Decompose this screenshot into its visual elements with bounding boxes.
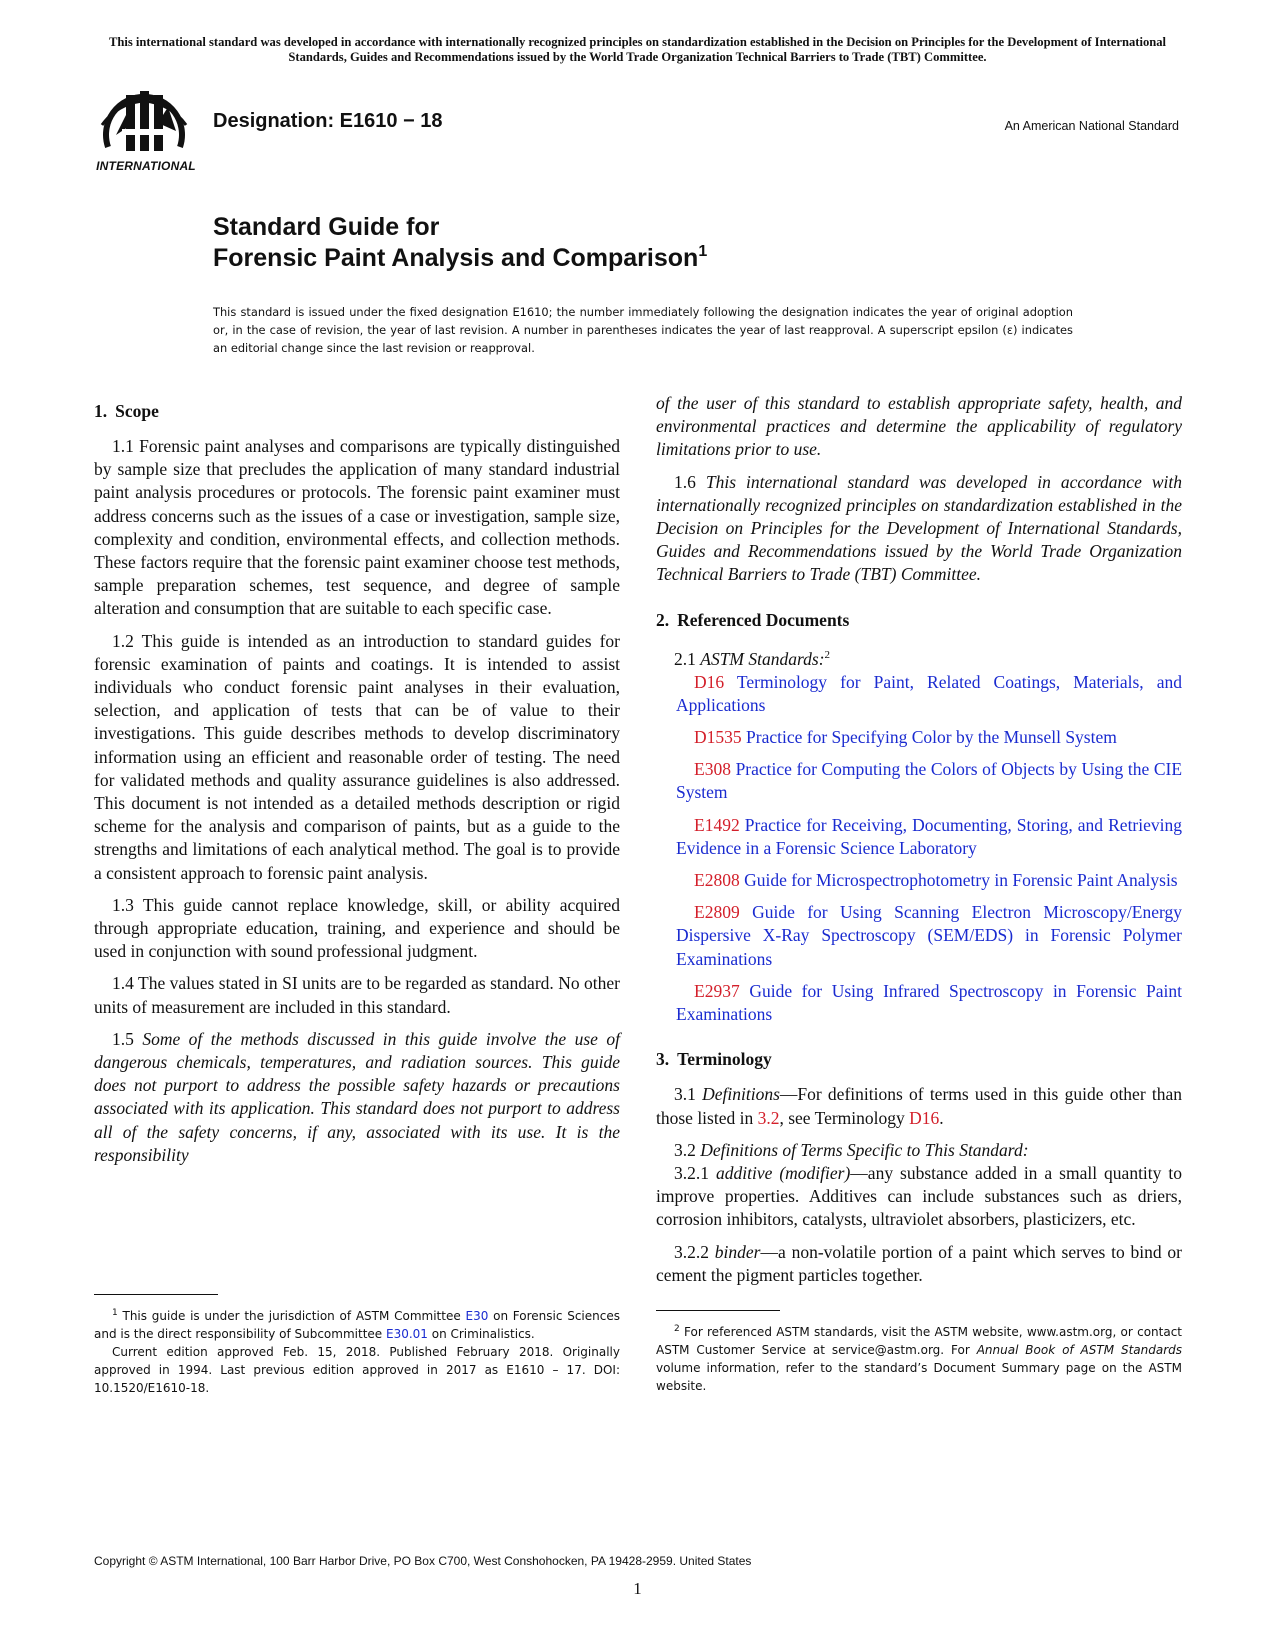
reference-item[interactable] (656, 758, 1182, 804)
references-number: 2. (656, 609, 670, 630)
definition-text: , see Terminology (779, 1107, 910, 1128)
reference-title[interactable]: Practice for Specifying Color by the Munsell System (746, 727, 1117, 748)
terminology-number: 3. (656, 1049, 670, 1070)
title-footnote-mark: 1 (698, 243, 708, 260)
definition-text: . (939, 1107, 944, 1128)
footnote-1-edition: Current edition approved Feb. 15, 2018. Published February 2018. Originally approved in 1994. Last previous edition approved in 2017 as E1610 – 17. DOI: 10.1520/E1610-18. (94, 1345, 620, 1395)
para-number: 3.1 (674, 1084, 696, 1105)
scope-para-1-5-cont: of the user of this standard to establish appropriate safety, health, and environmental practices and determine the applicability of regulatory limitations prior to use. (656, 393, 1182, 460)
references-title: Referenced Documents (677, 609, 850, 630)
page-number: 1 (633, 1579, 642, 1598)
footnote-mark: 2 (824, 648, 831, 661)
footnote-2-text (656, 1320, 1182, 1395)
reference-list (656, 671, 1182, 1027)
title-line-1: Standard Guide for (213, 213, 440, 241)
reference-item[interactable] (656, 726, 1182, 749)
astm-logo (88, 85, 200, 177)
para-number: 2.1 (674, 648, 696, 669)
reference-title[interactable]: Guide for Microspectrophotometry in Forensic Paint Analysis (744, 870, 1178, 891)
reference-item[interactable] (656, 869, 1182, 892)
scope-para-1-5 (94, 1028, 620, 1167)
tbt-notice: This international standard was developed in accordance with internationally recognized principles on standardization established in the Decision on Principles for the Development of International Standards, Guides and Recommendations issued by the World Trade Organization Technical Barriers to Trade (TBT) Committee. (108, 35, 1167, 64)
footnote-text: on Criminalistics. (427, 1327, 535, 1341)
definition-text: —For definitions of terms used in this guide other than those listed in (656, 1084, 1183, 1128)
subcommittee-link[interactable]: E30.01 (385, 1327, 428, 1341)
tbt-text: This international standard was developed in accordance with internationally recognized principles on standardization established in the Decision on Principles for the Development of International Standards, Guides and Recommendations issued by the World Trade Organization Technical Barriers to Trade (TBT) Committee. (656, 471, 1183, 585)
reference-item[interactable] (656, 671, 1182, 717)
reference-code[interactable]: E2937 (694, 980, 740, 1001)
scope-para-1-2: 1.2 This guide is intended as an introduction to standard guides for forensic examination of paints and coatings. It is intended to assist individuals who conduct forensic paint analyses in their evaluation, selection, and application of tests that can be of value to their investigations. This guide describes methods to develop discriminatory information using an efficient and reasonable order of testing. The need for validated methods and quality assurance guidelines is also addressed. This document is not intended as a detailed methods description or rigid scheme for the analysis and comparison of paints, but as a guide to the strengths and limitations of each analytical method. The goal is to provide a consistent approach to forensic paint analysis. (94, 630, 620, 883)
references-heading (656, 609, 1182, 632)
terminology-title: Terminology (677, 1049, 772, 1070)
reference-item[interactable] (656, 814, 1182, 860)
scope-title: Scope (115, 401, 159, 421)
para-number: 1.6 (674, 471, 696, 492)
reference-code[interactable]: E1492 (694, 814, 740, 835)
scope-para-1-3: 1.3 This guide cannot replace knowledge, skill, or ability acquired through appropriate education, training, and experience and should be used in conjunction with sound professional judgment. (94, 894, 620, 962)
para-number: 3.2.2 (674, 1241, 709, 1262)
footnote-text: This guide is under the jurisdiction of ASTM Committee (117, 1309, 466, 1323)
issued-note: This standard is issued under the fixed designation E1610; the number immediately following the designation indicates the year of original adoption or, in the case of revision, the year of last revision. A number in parentheses indicates the year of last reapproval. A superscript epsilon (ε) indicates an editorial change since the last revision or reapproval. (213, 305, 1073, 355)
section-link[interactable]: 3.2 (757, 1107, 780, 1128)
scope-number: 1. (94, 401, 108, 421)
footnote-2 (656, 1320, 1182, 1395)
terminology-heading (656, 1048, 1182, 1071)
reference-code[interactable]: E2808 (694, 870, 740, 891)
term: Definitions (702, 1084, 780, 1105)
para-number: 3.2 (674, 1139, 696, 1160)
logo-wordmark: INTERNATIONAL (96, 159, 196, 173)
reference-item[interactable] (656, 901, 1182, 971)
left-column (94, 400, 620, 1176)
term: additive (modifier) (715, 1162, 851, 1183)
scope-para-1-4: 1.4 The values stated in SI units are to be regarded as standard. No other units of measurement are included in this standard. (94, 973, 620, 1017)
definition-heading: Definitions of Terms Specific to This Standard: (700, 1139, 1029, 1160)
right-column (656, 393, 1183, 1296)
scope-para-1-1: 1.1 Forensic paint analyses and comparisons are typically distinguished by sample size that precludes the application of many standard industrial paint analysis procedures or protocols. The forensic paint examiner must address concerns such as the issues of a case or investigation, sample size, complexity and condition, environmental effects, and collection methods. These factors require that the forensic paint examiner choose test methods, sample preparation schemes, test sequence, and degree of sample alteration and consumption that are suitable to each specific case. (94, 436, 620, 619)
footnote-mark: 2 (674, 1324, 680, 1334)
terminology-para-3-2 (656, 1139, 1182, 1162)
footnote-rule-right (656, 1310, 780, 1311)
footnote-text: on Forensic Sciences and is the direct responsibility of Subcommittee (94, 1309, 620, 1341)
reference-code[interactable]: D1535 (694, 727, 742, 748)
astm-logo-icon (88, 85, 200, 161)
footnote-text: volume information, refer to the standard’s Document Summary page on the ASTM website. (656, 1361, 1182, 1393)
reference-title[interactable]: Practice for Receiving, Documenting, Storing, and Retrieving Evidence in a Forensic Science Laboratory (676, 814, 1183, 858)
footnote-book-title: Annual Book of ASTM Standards (976, 1343, 1183, 1357)
footnote-text: For referenced ASTM standards, visit the ASTM website, www.astm.org, or contact ASTM Customer Service at service@astm.org. For (656, 1325, 1182, 1357)
sub-label: ASTM Standards: (700, 648, 825, 669)
scope-heading (94, 400, 620, 423)
terminology-para-3-2-2 (656, 1241, 1182, 1287)
document-title (213, 212, 707, 274)
reference-item[interactable] (656, 980, 1182, 1026)
reference-title[interactable]: Practice for Computing the Colors of Objects by Using the CIE System (676, 759, 1183, 803)
national-standard-label: An American National Standard (1004, 119, 1179, 133)
para-number: 3.2.1 (674, 1162, 709, 1183)
reference-title[interactable]: Terminology for Paint, Related Coatings, Materials, and Applications (676, 671, 1183, 715)
reference-code[interactable]: D16 (694, 671, 725, 692)
footnote-1 (94, 1304, 620, 1397)
title-line-2: Forensic Paint Analysis and Comparison (213, 244, 699, 272)
astm-standards-label (674, 644, 1182, 671)
footnote-1-text (94, 1304, 620, 1343)
committee-link[interactable]: E30 (465, 1309, 489, 1323)
reference-code[interactable]: E2809 (694, 902, 740, 923)
scope-para-1-6 (656, 471, 1182, 587)
definition-text: —any substance added in a small quantity to improve properties. Additives can include substances such as driers, corrosion inhibitors, catalysts, ultraviolet absorbers, plasticizers, etc. (656, 1162, 1182, 1230)
d16-link[interactable]: D16 (909, 1107, 940, 1128)
reference-title[interactable]: Guide for Using Scanning Electron Microscopy/Energy Dispersive X-Ray Spectroscopy (SEM/EDS) in Forensic Polymer Examinations (676, 902, 1182, 969)
terminology-para-3-2-1 (656, 1162, 1182, 1232)
terminology-para-3-1 (656, 1083, 1182, 1129)
safety-text: Some of the methods discussed in this guide involve the use of dangerous chemicals, temperatures, and radiation sources. This guide does not purport to address the possible safety hazards or precautions associated with its application. This standard does not purport to address all of the safety concerns, if any, associated with its use. It is the responsibility (94, 1028, 620, 1165)
definition-text: —a non-volatile portion of a paint which serves to bind or cement the pigment particles together. (656, 1241, 1182, 1285)
designation: Designation: E1610 − 18 (213, 110, 443, 132)
footnote-rule-left (94, 1294, 218, 1295)
reference-code[interactable]: E308 (694, 759, 731, 780)
term: binder (714, 1241, 761, 1262)
copyright: Copyright © ASTM International, 100 Barr Harbor Drive, PO Box C700, West Conshohocken, PA 19428-2959. United States (94, 1554, 752, 1568)
footnote-mark: 1 (112, 1308, 118, 1318)
reference-title[interactable]: Guide for Using Infrared Spectroscopy in Forensic Paint Examinations (676, 980, 1183, 1025)
para-number: 1.5 (112, 1028, 134, 1049)
